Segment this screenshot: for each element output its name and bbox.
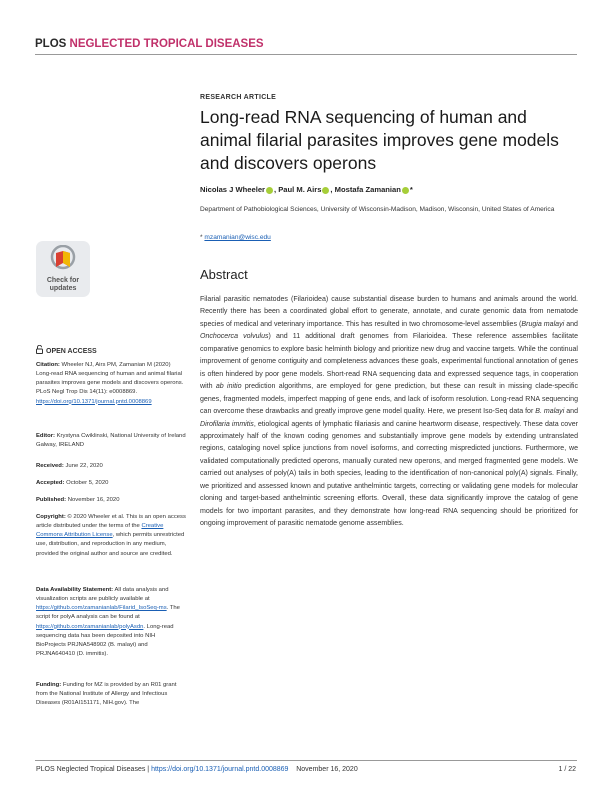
species-name: Onchocerca volvulus xyxy=(200,333,269,341)
author-name[interactable]: Paul M. Airs xyxy=(278,185,322,194)
abstract-text-4: , etiological agents of lymphatic filariasis and canine heartworm disease, respectively. These data cover approximately half of the known coding genomes and substantially improve gene models by extending untranslated regions, cataloging novel splice junctions from novel isoforms, and correcting mispredicted junctions. Furthermore, we validated computationally predicted operons, manually curated new operons, and merged fragmented gene models. We carried out analyses of poly(A) tails in both species, leading to the identification of non-canonical poly(A) signals. Finally, we prioritized and assessed known and putative anthelmintic targets, correcting or validating gene models for molecular cloning and target-based anthelmintic screening efforts. Overall, these data significantly improve the catalog of gene models for two important parasites, and they demonstrate how long-read RNA sequencing should be prioritized for ongoing improvement of parasitic nematode genome assemblies. xyxy=(200,420,579,528)
journal-title: NEGLECTED TROPICAL DISEASES xyxy=(69,38,264,50)
received-text: June 22, 2020 xyxy=(63,463,103,469)
article-type: RESEARCH ARTICLE xyxy=(200,94,277,101)
editor-text: Krystyna Cwiklinski, National University of Ireland Galway, IRELAND xyxy=(36,433,186,449)
abstract-body xyxy=(200,294,578,531)
header-divider xyxy=(35,54,577,55)
species-name: Brugia malayi xyxy=(521,320,565,328)
abstract-heading: Abstract xyxy=(200,267,248,282)
editor-block xyxy=(36,432,186,450)
corresponding-marker: * xyxy=(409,185,413,194)
accepted-text: October 5, 2020 xyxy=(64,480,109,486)
editor-label: Editor: xyxy=(36,433,55,439)
published-date xyxy=(36,496,186,505)
badge-line-2: updates xyxy=(49,285,77,292)
abstract-text-2: ) and 11 additional draft genomes from Filarioidea. These reference assemblies facilitate comparative genomics to explore basic helminth biology and prioritize new drug and vaccine targets. While the continual improvement of genome contiguity and completeness advances these goals, experimental functional annotation of genes is often hindered by poor gene models. Short-read RNA sequencing data and expressed sequence tags, in cooperation with xyxy=(200,333,578,391)
github-link-isoseq[interactable]: https://github.com/zamanianlab/Filarid_IsoSeq-ms xyxy=(36,605,167,612)
funding-block xyxy=(36,681,186,708)
received-label: Received: xyxy=(36,463,64,469)
open-access-label xyxy=(36,345,97,355)
data-availability-text-1: All data analysis and visualization scripts are publicly available at xyxy=(36,587,169,603)
license-link[interactable]: Creative Commons Attribution License xyxy=(36,523,164,539)
copyright-label: Copyright: xyxy=(36,514,66,520)
page-footer xyxy=(36,766,358,773)
article-title: Long-read RNA sequencing of human and animal filarial parasites improves gene models and discovers operons xyxy=(200,107,559,173)
author-separator: , xyxy=(274,185,279,194)
footer-journal: PLOS Neglected Tropical Diseases xyxy=(36,766,146,773)
accepted-label: Accepted: xyxy=(36,480,65,486)
funding-label: Funding: xyxy=(36,682,62,688)
page-number: 1 / 22 xyxy=(558,766,576,773)
accepted-date xyxy=(36,479,186,488)
footer-divider xyxy=(35,760,577,761)
data-availability-label: Data Availability Statement: xyxy=(36,587,114,593)
citation-text: Wheeler NJ, Airs PM, Zamanian M (2020) Long-read RNA sequencing of human and animal filarial parasites improves gene models and discovers operons. PLoS Negl Trop Dis 14(11): e0008869. xyxy=(36,362,184,396)
author-separator: , xyxy=(330,185,335,194)
abstract-text-3: prediction algorithms, are employed for gene prediction, but these can result in missing clade-specific genes, fragmented models, imperfect mapping of gene ends, and lack of isoform resolution. Long-read RNA sequencing can overcome these drawbacks and greatly improve gene model quality. Here, we present Iso-Seq data for xyxy=(200,383,579,416)
abstract-conjunction: and xyxy=(564,320,578,328)
orcid-icon[interactable] xyxy=(322,187,329,194)
citation-doi-link[interactable]: https://doi.org/10.1371/journal.pntd.0008869 xyxy=(36,398,152,405)
citation-block xyxy=(36,361,186,407)
correspondence-marker: * xyxy=(200,234,203,241)
orcid-icon[interactable] xyxy=(402,187,409,194)
bookmark-icon xyxy=(50,245,76,275)
funding-text: Funding for MZ is provided by an R01 grant from the National Institute of Allergy and Infectious Diseases (R01AI151171, NIH.gov). The xyxy=(36,682,177,707)
data-availability-text-2: . The script for polyA analysis can be found at xyxy=(36,605,180,621)
species-name: Dirofilaria immitis xyxy=(200,420,254,428)
open-access-text: OPEN ACCESS xyxy=(46,348,97,355)
github-link-polya[interactable]: https://github.com/zamanianlab/polyAsdn xyxy=(36,623,144,630)
citation-label: Citation: xyxy=(36,362,60,368)
abstract-paragraph xyxy=(200,294,578,531)
affiliation: Department of Pathobiological Sciences, University of Wisconsin-Madison, Madison, Wisconsin, United States of America xyxy=(200,206,555,213)
orcid-icon[interactable] xyxy=(266,187,273,194)
correspondence-email[interactable]: mzamanian@wisc.edu xyxy=(204,234,271,241)
open-lock-icon xyxy=(36,345,43,354)
footer-separator: | xyxy=(145,766,152,773)
copyright-text-1: © 2020 Wheeler et al. This is an open access article distributed under the terms of the xyxy=(36,514,186,530)
ab-initio-term: ab initio xyxy=(215,383,242,391)
abstract-conjunction: and xyxy=(564,408,579,416)
species-name: B. malayi xyxy=(535,408,565,416)
author-name[interactable]: Mostafa Zamanian xyxy=(334,185,401,194)
check-for-updates-badge[interactable] xyxy=(36,241,90,297)
abstract-text-1: Filarial parasitic nematodes (Filarioidea) cause substantial disease burden to humans and animals around the world. Recently there has been a coordinated global effort to generate, annotate, and curate genomic data from nematode species of medical and veterinary importance. This has resulted in two chromosome-level assemblies ( xyxy=(200,296,578,328)
copyright-text-2: , which permits unrestricted use, distribution, and reproduction in any medium, provided the original author and source are credited. xyxy=(36,532,185,557)
journal-prefix: PLOS xyxy=(35,38,67,50)
data-availability-block xyxy=(36,586,186,659)
received-date xyxy=(36,462,186,471)
footer-doi-link[interactable]: https://doi.org/10.1371/journal.pntd.0008869 xyxy=(151,766,289,773)
published-label: Published: xyxy=(36,497,67,503)
journal-name xyxy=(35,38,264,50)
author-list xyxy=(200,185,413,194)
published-text: November 16, 2020 xyxy=(66,497,120,503)
data-availability-text-3: . Long-read sequencing data has been deposited into NIH BioProjects PRJNA548902 (B. malayi) and PRJNA640410 (D. immitis). xyxy=(36,623,174,658)
badge-line-1: Check for xyxy=(46,277,80,284)
author-name[interactable]: Nicolas J Wheeler xyxy=(200,185,265,194)
correspondence xyxy=(200,234,271,241)
footer-date: November 16, 2020 xyxy=(296,766,358,773)
copyright-block xyxy=(36,513,186,559)
